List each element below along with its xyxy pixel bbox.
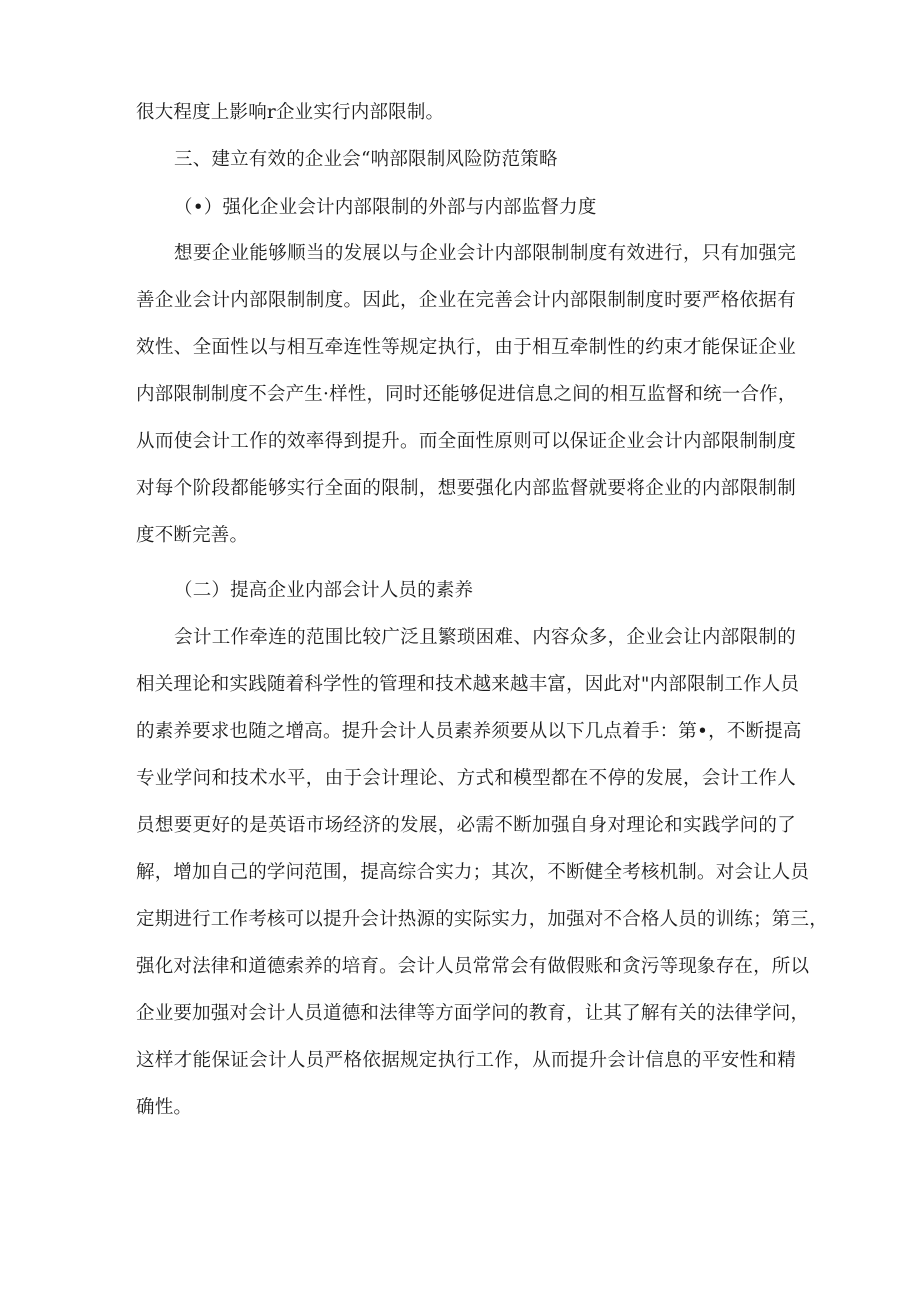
- paragraph-line: 对每个阶段都能够实行全面的限制，想要强化内部监督就要将企业的内部限制制: [136, 478, 796, 499]
- paragraph-line: 善企业会计内部限制制度。因此，企业在完善会计内部限制制度时要严格依据有: [136, 290, 796, 311]
- paragraph-line: 的素养要求也随之增高。提升会计人员素养须要从以下几点着手：第•，不断提高: [136, 721, 802, 742]
- section-heading: 三、建立有效的企业会“呐部限制风险防范策略: [174, 149, 558, 170]
- paragraph-line: 定期进行工作考核可以提升会计热源的实际实力，加强对不合格人员的训练；第三，: [136, 909, 828, 930]
- paragraph-line: 解，增加自己的学问范围，提高综合实力；其次，不断健全考核机制。对会让人员: [136, 862, 810, 883]
- paragraph-line: 专业学问和技术水平，由于会计理论、方式和模型都在不停的发展，会计工作人: [136, 768, 796, 789]
- paragraph-line: 这样才能保证会计人员严格依据规定执行工作，从而提升会计信息的平安性和精: [136, 1050, 796, 1071]
- subsection-heading: （二）提高企业内部会计人员的素养: [174, 580, 474, 601]
- paragraph-line: 强化对法律和道德索养的培育。会计人员常常会有做假账和贪污等现象存在，所以: [136, 956, 810, 977]
- paragraph-line: 从而使会计工作的效率得到提升。而全面性原则可以保证企业会计内部限制制度: [136, 431, 796, 452]
- paragraph-line: 会计工作牵连的范围比较广泛且繁琐困难、内容众多，企业会让内部限制的: [174, 627, 796, 648]
- paragraph-line: 员想要更好的是英语市场经济的发展，必需不断加强自身对理论和实践学问的了: [136, 815, 796, 836]
- subsection-heading: （•）强化企业会计内部限制的外部与内部监督力度: [174, 197, 597, 218]
- paragraph-line: 很大程度上影响r企业实行内部限制。: [136, 102, 445, 123]
- paragraph-line: 效性、全面性以与相互牵连性等规定执行，由于相互牵制性的约束才能保证企业: [136, 337, 796, 358]
- paragraph-line: 想要企业能够顺当的发展以与企业会计内部限制制度有效进行，只有加强完: [174, 243, 796, 264]
- paragraph-line: 企业要加强对会计人员道德和法律等方面学问的教育，让其了解有关的法律学问，: [136, 1003, 810, 1024]
- paragraph-line: 内部限制制度不会产生·样性，同时还能够促进信息之间的相互监督和统一合作，: [136, 384, 797, 405]
- paragraph-line: 相关理论和实践随着科学性的管理和技术越来越丰富，因此对"内部限制工作人员: [136, 674, 800, 695]
- paragraph-line: 度不断完善。: [136, 525, 249, 546]
- paragraph-line: 确性。: [136, 1097, 193, 1118]
